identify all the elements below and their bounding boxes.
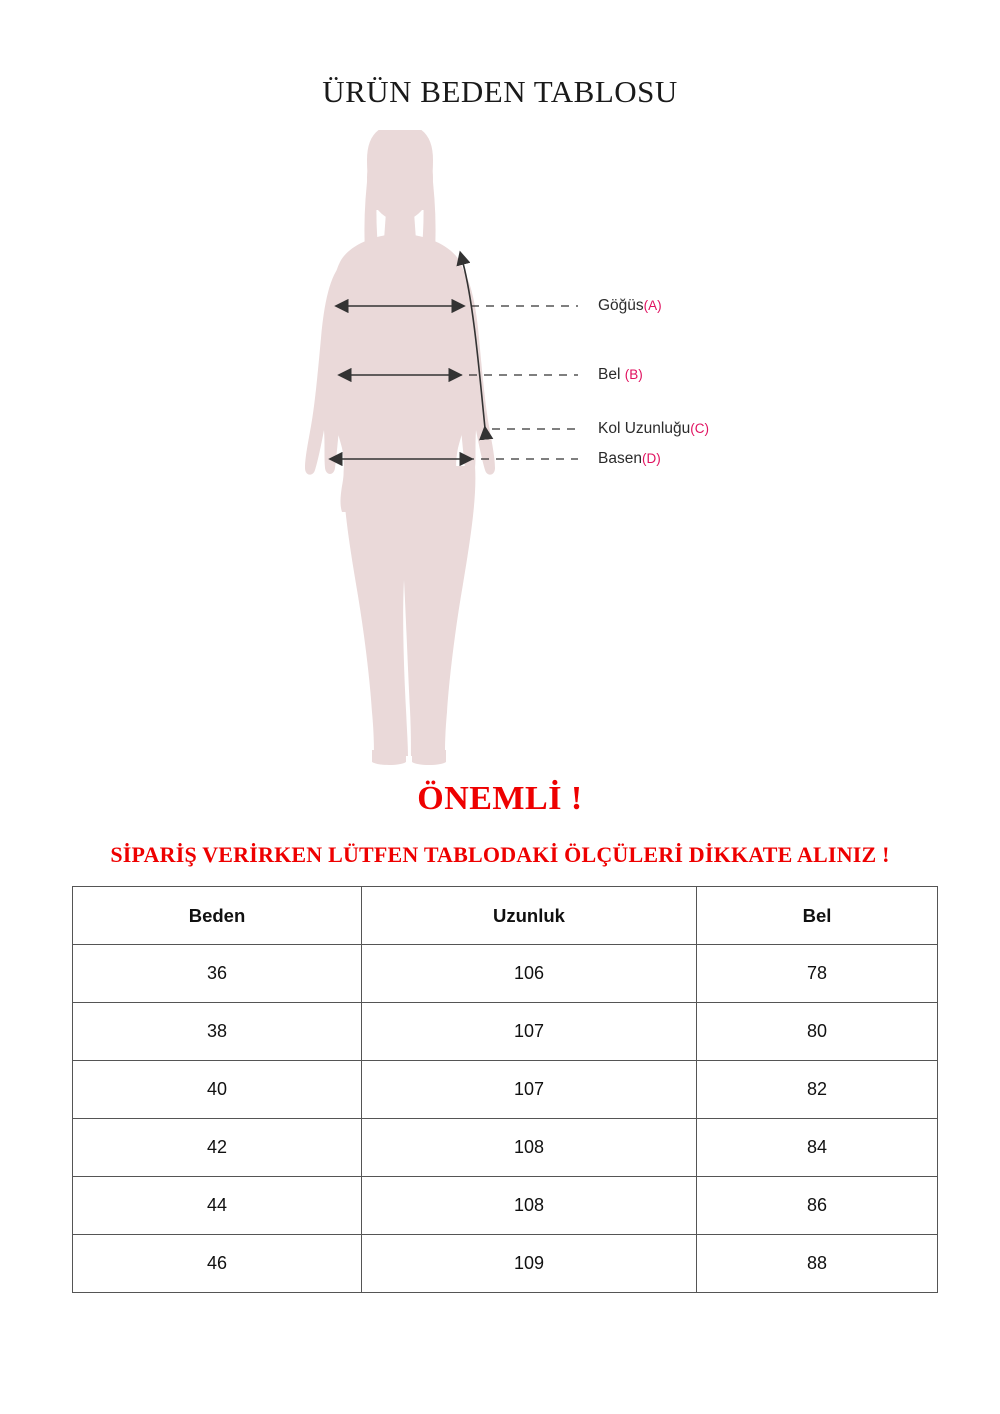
- cell-uzunluk: 108: [362, 1177, 697, 1235]
- cell-uzunluk: 107: [362, 1003, 697, 1061]
- body-diagram-svg: [0, 130, 1000, 770]
- cell-bel: 88: [697, 1235, 938, 1293]
- cell-beden: 36: [73, 945, 362, 1003]
- measure-code-bel: (B): [624, 367, 643, 382]
- cell-bel: 82: [697, 1061, 938, 1119]
- cell-uzunluk: 106: [362, 945, 697, 1003]
- measure-label-kol-uzunlugu-text: Kol Uzunluğu: [598, 420, 691, 437]
- table-row: [73, 945, 938, 1003]
- page-title: ÜRÜN BEDEN TABLOSU: [322, 74, 678, 109]
- table-header-row: [73, 887, 938, 945]
- table-row: [73, 1061, 938, 1119]
- table-header-bel: Bel: [697, 887, 938, 945]
- female-body-silhouette-icon: [305, 130, 495, 765]
- measure-label-basen: [598, 450, 661, 468]
- measure-label-kol-uzunlugu: [598, 420, 709, 438]
- cell-uzunluk: 108: [362, 1119, 697, 1177]
- cell-beden: 44: [73, 1177, 362, 1235]
- measure-label-bel: [598, 366, 643, 384]
- cell-beden: 46: [73, 1235, 362, 1293]
- table-header-uzunluk: Uzunluk: [362, 887, 697, 945]
- cell-bel: 86: [697, 1177, 938, 1235]
- table-row: [73, 1003, 938, 1061]
- table-row: [73, 1235, 938, 1293]
- important-notice-heading: ÖNEMLİ !: [417, 780, 583, 817]
- cell-bel: 78: [697, 945, 938, 1003]
- cell-beden: 38: [73, 1003, 362, 1061]
- size-guide-figure: [0, 130, 1000, 770]
- cell-uzunluk: 109: [362, 1235, 697, 1293]
- size-table: [72, 886, 938, 1293]
- table-header-beden: Beden: [73, 887, 362, 945]
- important-notice-text: SİPARİŞ VERİRKEN LÜTFEN TABLODAKİ ÖLÇÜLERİ DİKKATE ALINIZ !: [110, 842, 890, 867]
- table-row: [73, 1177, 938, 1235]
- measure-label-basen-text: Basen: [598, 450, 642, 467]
- measure-code-kol-uzunlugu: (C): [690, 421, 709, 436]
- measure-label-bel-text: Bel: [598, 366, 621, 383]
- cell-bel: 84: [697, 1119, 938, 1177]
- cell-uzunluk: 107: [362, 1061, 697, 1119]
- cell-bel: 80: [697, 1003, 938, 1061]
- cell-beden: 40: [73, 1061, 362, 1119]
- measure-label-gogus: [598, 297, 662, 315]
- measure-label-gogus-text: Göğüs: [598, 297, 644, 314]
- table-row: [73, 1119, 938, 1177]
- cell-beden: 42: [73, 1119, 362, 1177]
- measure-code-basen: (D): [641, 451, 661, 466]
- measure-code-gogus: (A): [643, 298, 662, 313]
